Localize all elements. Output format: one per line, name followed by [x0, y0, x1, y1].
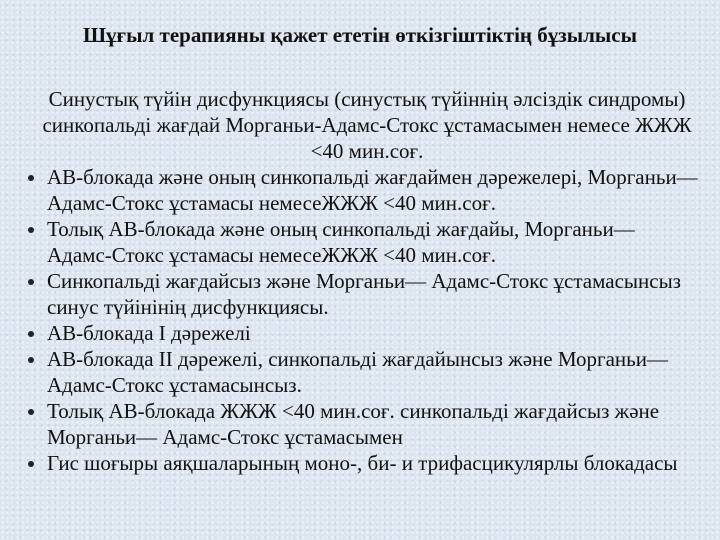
bullet-item	[0, 346, 720, 398]
bullet-text: Толық АВ-блокада және оның синкопальді жағдайы, Морганьи— Адамс-Стокс ұстамасы немесеЖЖЖ <40 мин.соғ.	[47, 217, 635, 267]
bullet-dot-icon	[28, 331, 34, 337]
bullet-dot-icon	[28, 461, 34, 467]
intro-paragraph: Синустық түйін дисфункциясы (синустық түйіннің әлсіздік синдромы) синкопальді жағдай Морганьи-Адамс-Стокс ұстамасымен немесе ЖЖЖ <40 мин.соғ.	[42, 87, 692, 163]
bullet-dot-icon	[28, 279, 34, 285]
slide-title: Шұғыл терапияны қажет ететін өткізгіштіктің бұзылысы	[82, 23, 638, 47]
bullet-item	[0, 216, 720, 268]
bullet-item	[0, 268, 720, 320]
bullet-list	[0, 164, 720, 476]
bullet-dot-icon	[28, 357, 34, 363]
bullet-item	[0, 164, 720, 216]
bullet-text: АВ-блокада және оның синкопальді жағдаймен дәрежелері, Морганьи— Адамс-Стокс ұстамасы немесеЖЖЖ <40 мин.соғ.	[47, 165, 698, 215]
bullet-item	[0, 398, 720, 450]
bullet-dot-icon	[28, 227, 34, 233]
bullet-item	[0, 450, 720, 476]
bullet-dot-icon	[28, 175, 34, 181]
bullet-item	[0, 320, 720, 346]
bullet-text: Толық АВ-блокада ЖЖЖ <40 мин.соғ. синкопальді жағдайсыз және Морганьи— Адамс-Стокс ұстамасымен	[47, 399, 660, 449]
bullet-text: Синкопальді жағдайсыз және Морганьи— Адамс-Стокс ұстамасынсыз синус түйінінің дисфункциясы.	[47, 269, 681, 319]
bullet-text: Гис шоғыры аяқшаларының моно-, би- и трифасцикулярлы блокадасы	[47, 451, 678, 475]
bullet-text: АВ-блокада II дәрежелі, синкопальді жағдайынсыз және Морганьи— Адамс-Стокс ұстамасынсыз.	[47, 347, 668, 397]
bullet-text: АВ-блокада I дәрежелі	[47, 321, 251, 345]
bullet-dot-icon	[28, 409, 34, 415]
